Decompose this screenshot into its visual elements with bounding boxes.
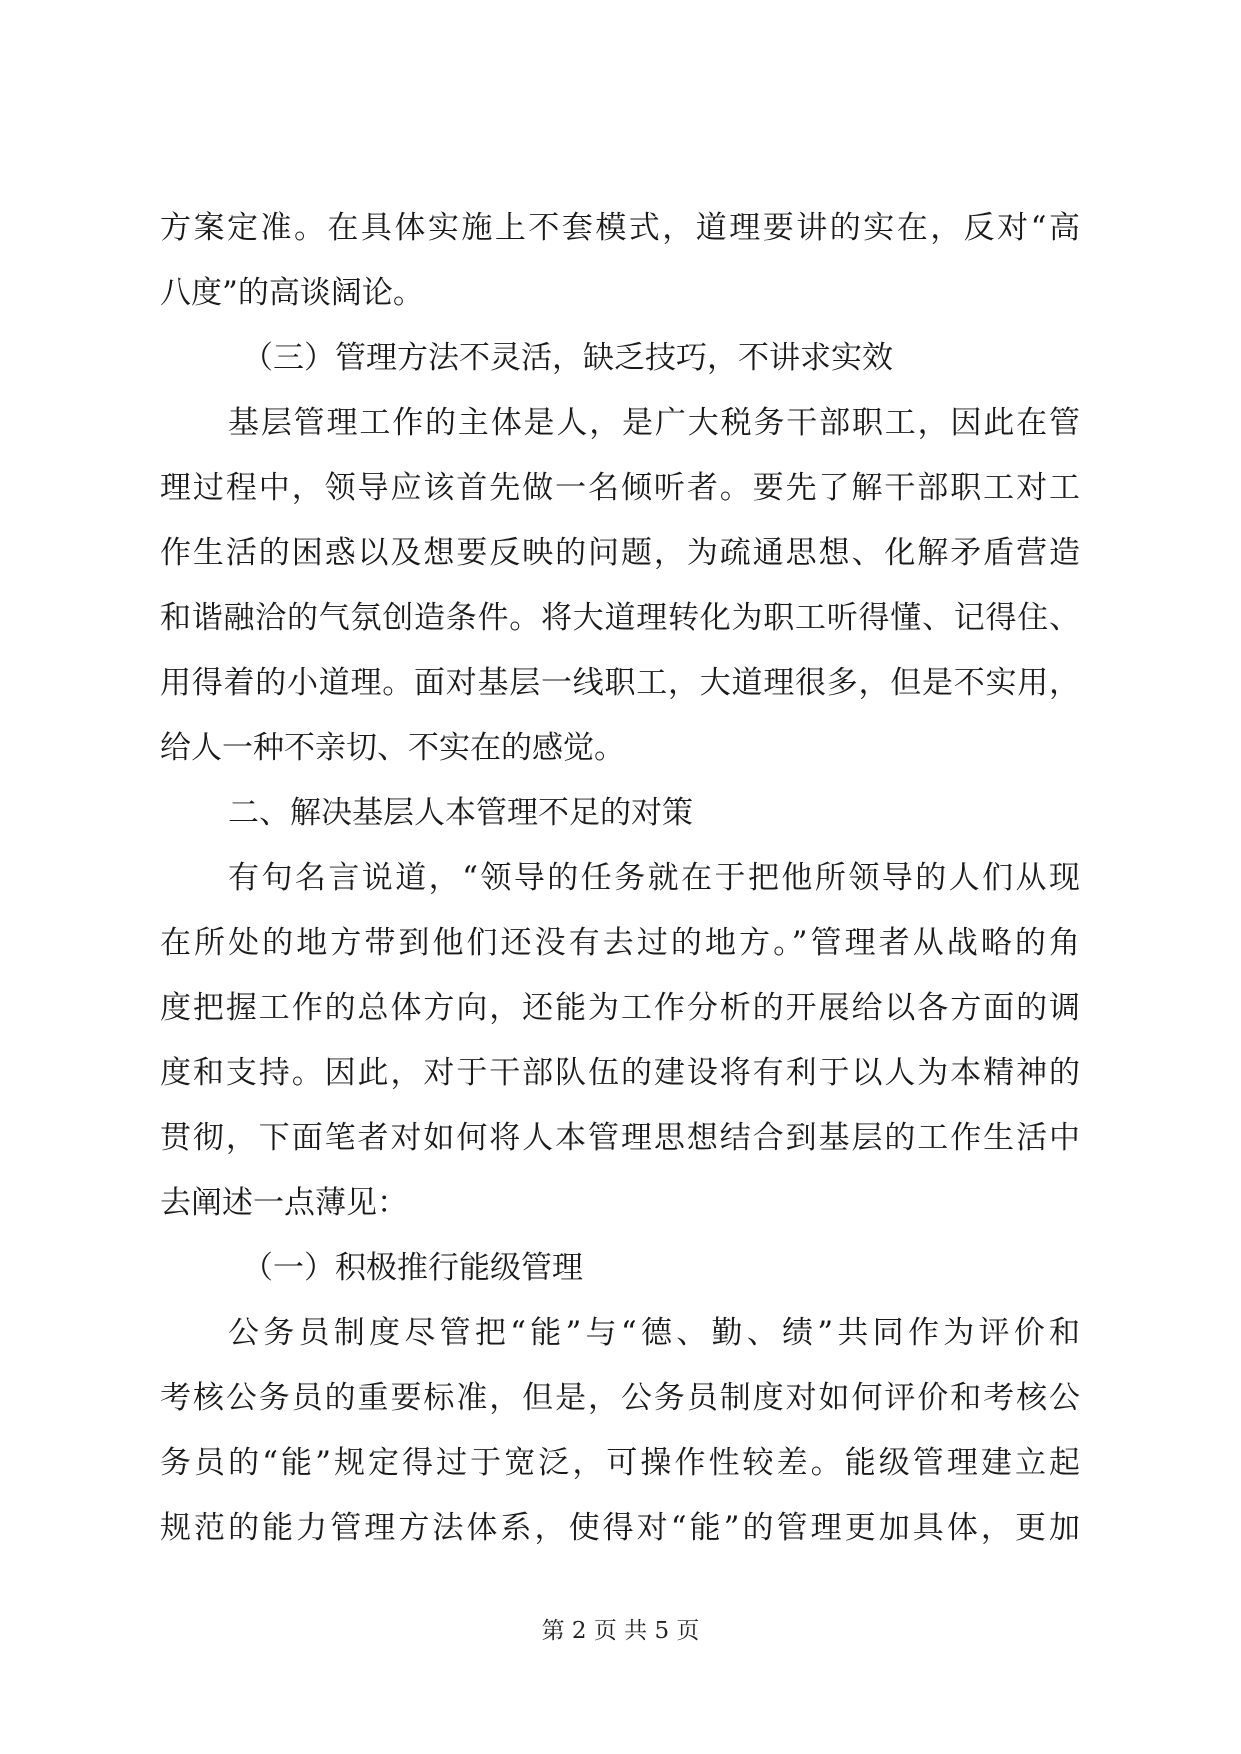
text-line: 贯彻，下面笔者对如何将人本管理思想结合到基层的工作生活中 [160,1120,1080,1156]
text-line: 度和支持。因此，对于干部队伍的建设将有利于以人为本精神的 [160,1055,1080,1091]
section-heading: （一）积极推行能级管理 [242,1250,583,1286]
text-line: 八度”的高谈阔论。 [160,275,424,311]
page-number-label: 第 2 页 共 5 页 [541,1618,700,1644]
text-line: 考核公务员的重要标准，但是，公务员制度对如何评价和考核公 [160,1380,1080,1416]
page-footer [0,1612,1241,1645]
text-line: 规范的能力管理方法体系，使得对“能”的管理更加具体，更加 [160,1510,1080,1546]
paragraph-first-line: 基层管理工作的主体是人，是广大税务干部职工，因此在管 [228,405,1080,441]
text-line: 方案定准。在具体实施上不套模式，道理要讲的实在，反对“高 [160,210,1080,246]
text-line: 给人一种不亲切、不实在的感觉。 [160,730,625,766]
document-body [160,196,1080,1561]
text-line: 去阐述一点薄见： [160,1185,408,1221]
text-line: 用得着的小道理。面对基层一线职工，大道理很多，但是不实用， [160,665,1080,701]
paragraph-first-line: 公务员制度尽管把“能”与“德、勤、绩”共同作为评价和 [228,1315,1080,1351]
paragraph-first-line: 有句名言说道，“领导的任务就在于把他所领导的人们从现 [228,860,1080,896]
section-heading: 二、解决基层人本管理不足的对策 [228,795,693,831]
text-line: 在所处的地方带到他们还没有去过的地方。”管理者从战略的角 [160,925,1080,961]
text-line: 务员的“能”规定得过于宽泛，可操作性较差。能级管理建立起 [160,1445,1080,1481]
text-line: 度把握工作的总体方向，还能为工作分析的开展给以各方面的调 [160,990,1080,1026]
text-line: 理过程中，领导应该首先做一名倾听者。要先了解干部职工对工 [160,470,1080,506]
text-line: 作生活的困惑以及想要反映的问题，为疏通思想、化解矛盾营造 [160,535,1080,571]
text-line: 和谐融洽的气氛创造条件。将大道理转化为职工听得懂、记得住、 [160,600,1080,636]
section-heading: （三）管理方法不灵活，缺乏技巧，不讲求实效 [242,340,893,376]
